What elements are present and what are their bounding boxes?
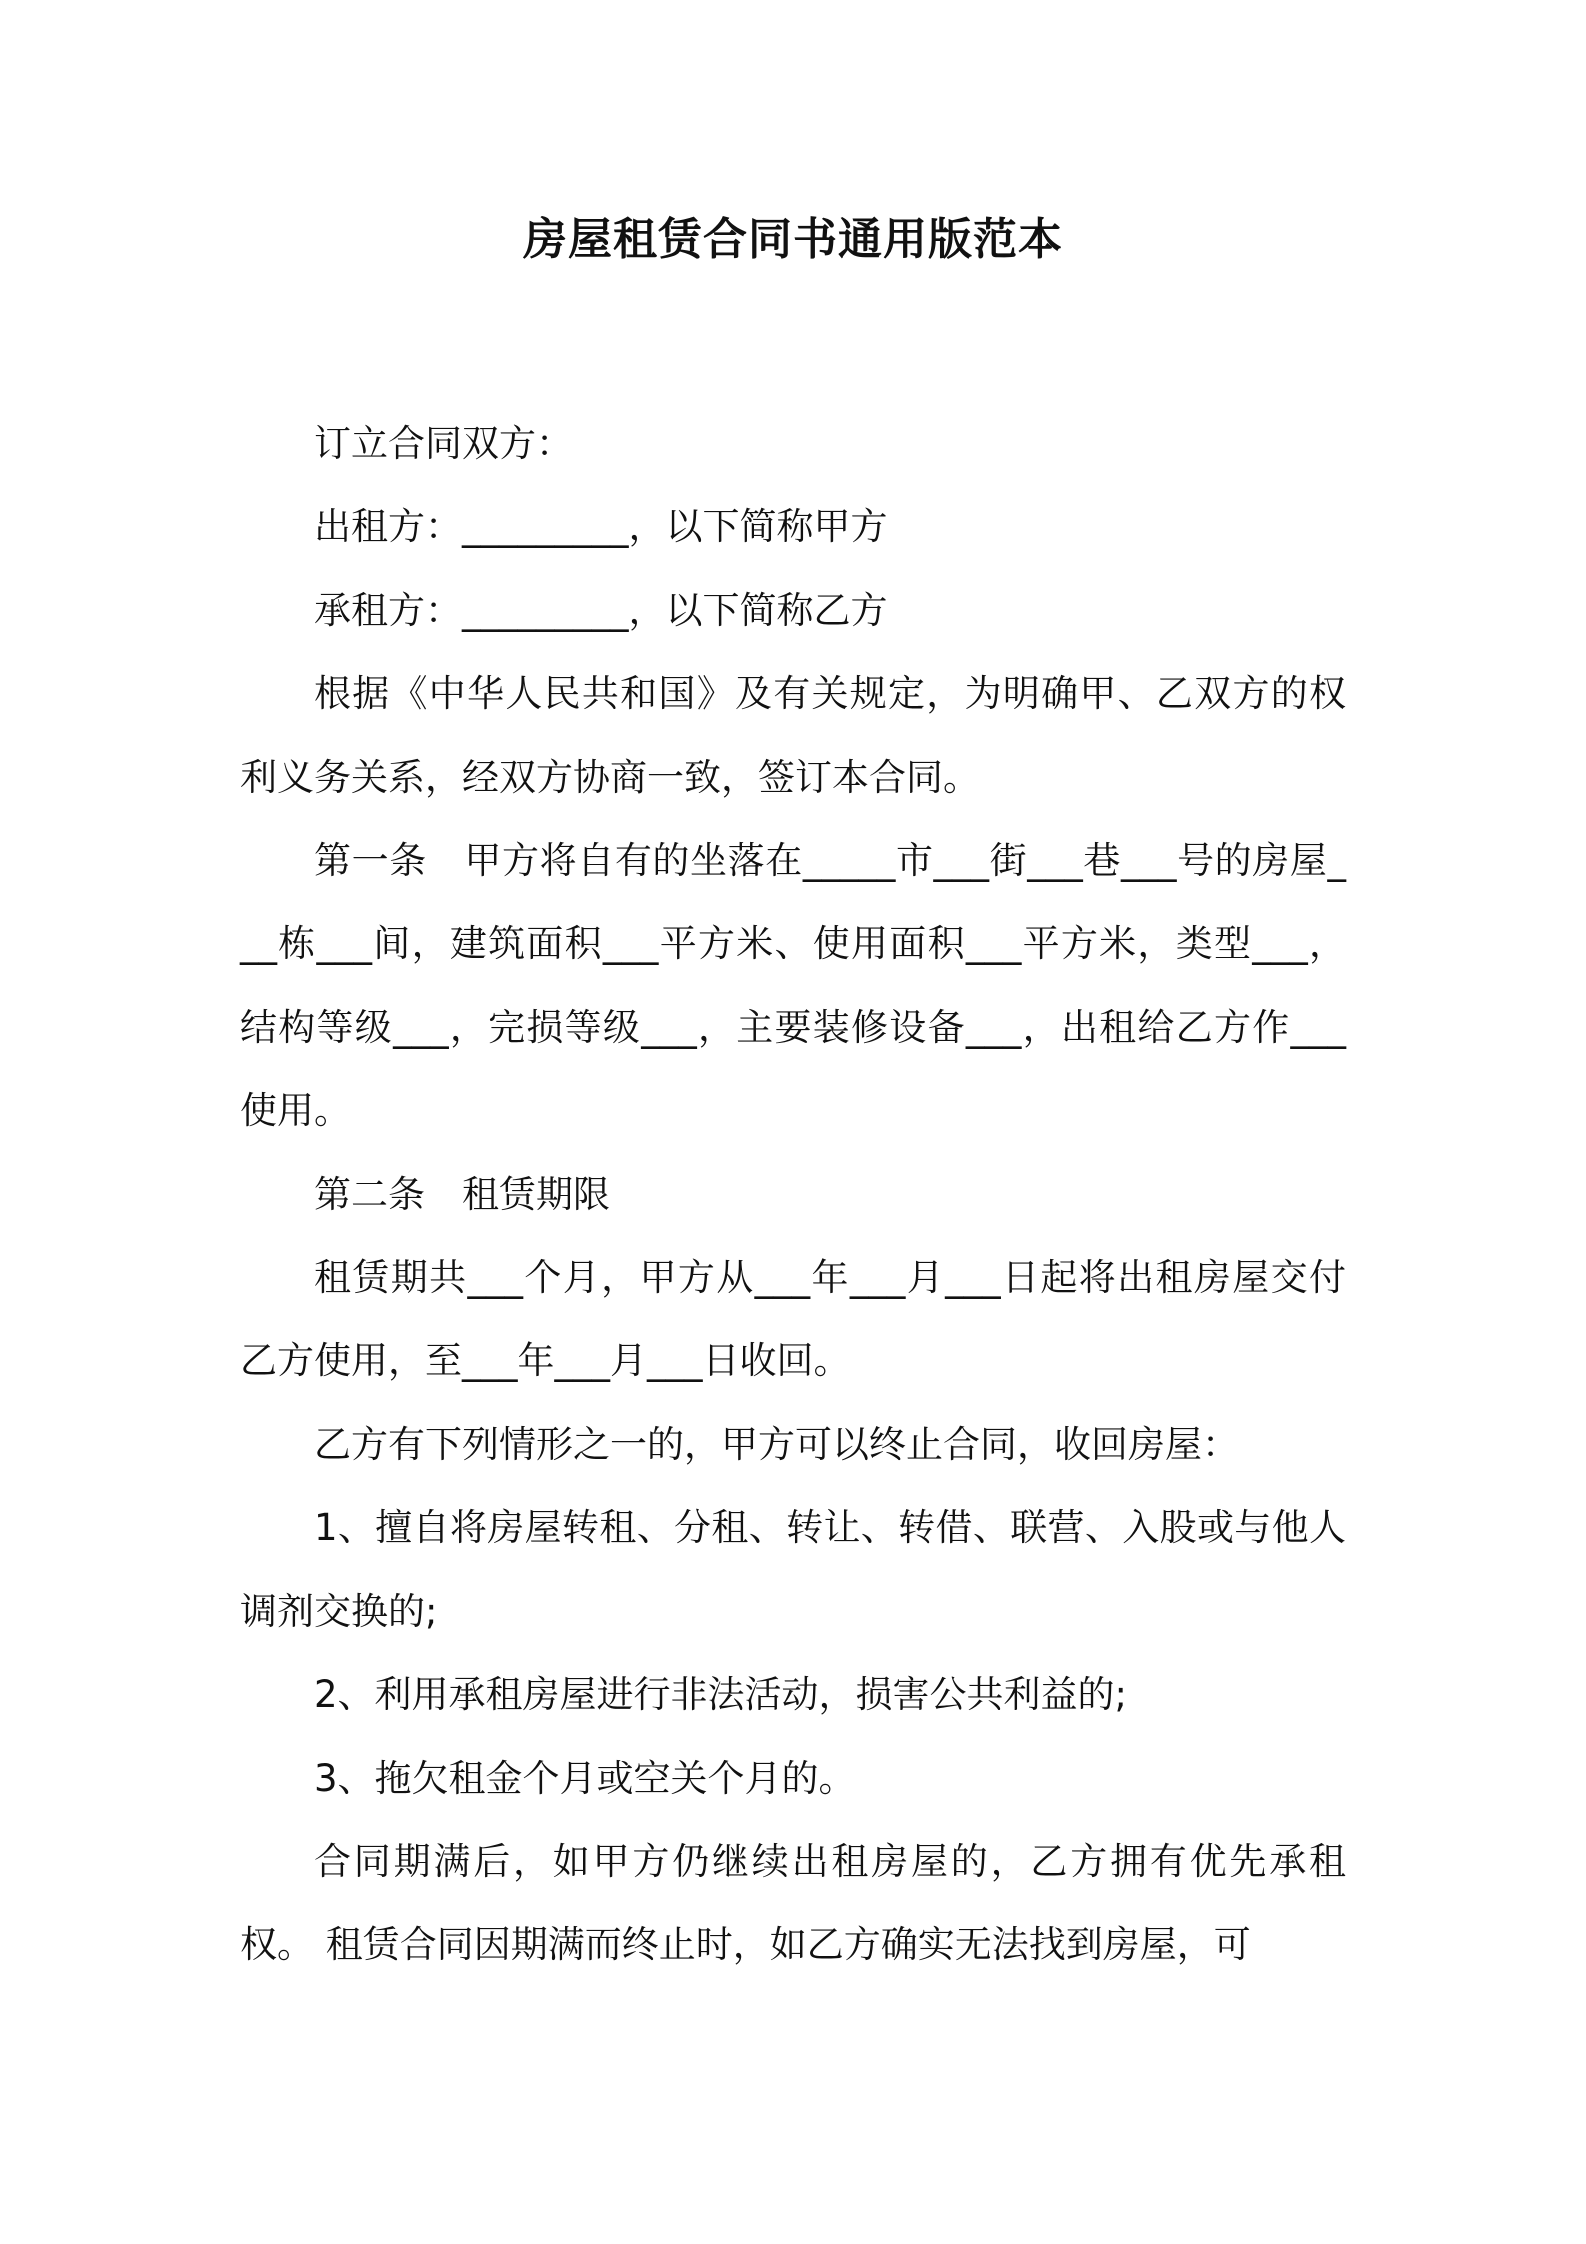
paragraph-condition-3: 3、拖欠租金个月或空关个月的。 xyxy=(314,1756,856,1800)
paragraph-preamble: 根据《中华人民共和国》及有关规定，为明确甲、乙双方的权利义务关系，经双方协商一致，签订本合同。 xyxy=(240,672,1346,799)
paragraph-article-two-heading: 第二条 租赁期限 xyxy=(314,1172,610,1216)
paragraph-lessee: 承租方：_________，以下简称乙方 xyxy=(314,588,888,632)
paragraph-lease-term: 租赁期共___个月，甲方从___年___月___日起将出租房屋交付乙方使用，至___年___月___日收回。 xyxy=(240,1256,1346,1383)
paragraph-termination-conditions: 乙方有下列情形之一的，甲方可以终止合同，收回房屋： xyxy=(314,1422,1239,1466)
paragraph-condition-2: 2、利用承租房屋进行非法活动，损害公共利益的; xyxy=(314,1673,1128,1717)
paragraph-article-one: 第一条 甲方将自有的坐落在_____市___街___巷___号的房屋___栋___间，建筑面积___平方米、使用面积___平方米，类型___，结构等级___，完损等级___，主要装修设备___，出租给乙方作___使用。 xyxy=(240,839,1346,1133)
paragraph-lessor: 出租方：_________，以下简称甲方 xyxy=(314,505,888,549)
paragraph-condition-1: 1、擅自将房屋转租、分租、转让、转借、联营、入股或与他人调剂交换的; xyxy=(240,1506,1346,1633)
paragraph-renewal: 合同期满后，如甲方仍继续出租房屋的，乙方拥有优先承租权。 租赁合同因期满而终止时，如乙方确实无法找到房屋，可 xyxy=(240,1839,1346,1967)
document-title: 房屋租赁合同书通用版范本 xyxy=(523,214,1063,265)
paragraph-parties-heading: 订立合同双方： xyxy=(314,422,573,465)
document-body xyxy=(240,402,1346,1987)
